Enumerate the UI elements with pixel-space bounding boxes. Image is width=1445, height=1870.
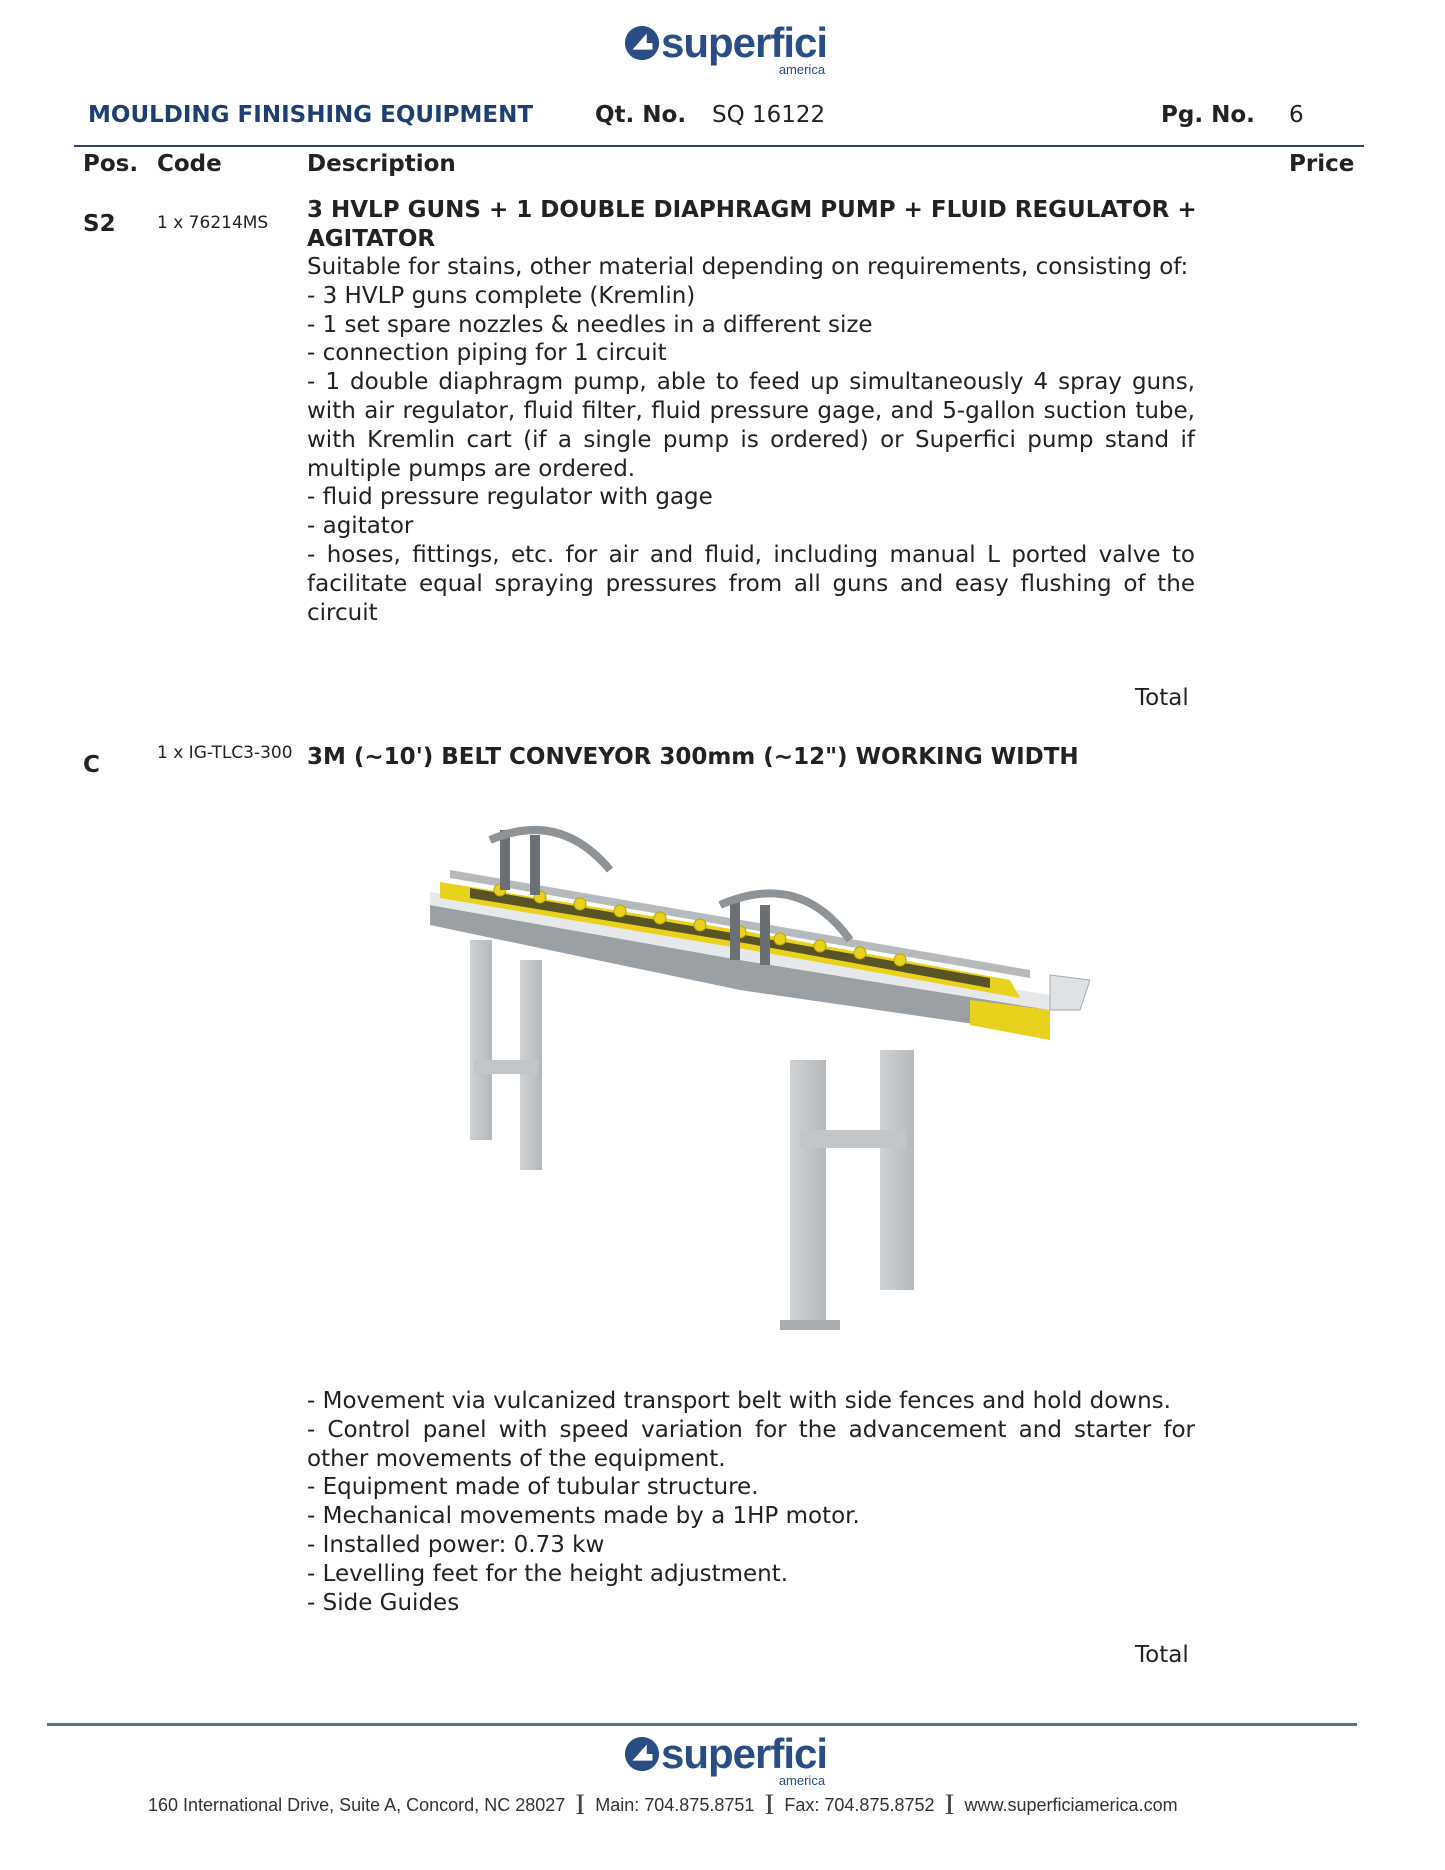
item-pos: S2 [83, 211, 116, 237]
desc-line: Suitable for stains, other material depending on requirements, consisting of: [307, 254, 1189, 280]
footer-separator: I [575, 1788, 586, 1821]
desc-line: - Equipment made of tubular structure. [307, 1474, 759, 1501]
logo-sub: america [778, 62, 826, 77]
item-description [307, 1387, 1195, 1617]
footer-logo [623, 1730, 828, 1788]
col-price: Price [1289, 151, 1355, 177]
logo-sub: america [778, 1773, 826, 1788]
footer-address: 160 International Drive, Suite A, Concord, NC 28027 [148, 1794, 566, 1815]
logo-word: superfici [661, 19, 828, 66]
belt-conveyor-image [410, 810, 1090, 1360]
doc-title: MOULDING FINISHING EQUIPMENT [88, 102, 534, 128]
desc-line: - Mechanical movements made by a 1HP motor. [307, 1503, 860, 1530]
header-rule [74, 145, 1364, 147]
desc-line: - hoses, fittings, etc. for air and fluid, including manual L ported valve to facilitate equal spraying pressures from all guns and easy flushing of the circuit [307, 541, 1195, 626]
item-pos: C [83, 752, 100, 778]
footer-separator: I [944, 1788, 955, 1821]
item-title: 3M (~10') BELT CONVEYOR 300mm (~12") WORKING WIDTH [307, 744, 1079, 770]
item-code: 1 x 76214MS [157, 213, 269, 233]
col-code: Code [157, 151, 222, 177]
footer-website[interactable]: www.superficiamerica.com [964, 1794, 1178, 1815]
item-description [307, 253, 1195, 627]
footer-fax: Fax: 704.875.8752 [784, 1794, 935, 1815]
item-code: 1 x IG-TLC3-300 [157, 743, 293, 763]
desc-line: - 1 set spare nozzles & needles in a different size [307, 311, 873, 338]
footer-main-phone: Main: 704.875.8751 [595, 1794, 755, 1815]
pg-no-value: 6 [1289, 102, 1304, 128]
desc-line: - fluid pressure regulator with gage [307, 484, 713, 511]
desc-line: - connection piping for 1 circuit [307, 340, 667, 367]
item-total: Total [1135, 685, 1189, 711]
desc-line: - agitator [307, 513, 414, 540]
item-total: Total [1135, 1642, 1189, 1668]
qt-no-label: Qt. No. [595, 102, 687, 128]
desc-line: - Control panel with speed variation for the advancement and starter for other movements of the equipment. [307, 1416, 1195, 1472]
desc-line: - 1 double diaphragm pump, able to feed up simultaneously 4 spray guns, with air regulator, fluid filter, fluid pressure gage, and 5-gallon suction tube, with Kremlin cart (if a single pump is ordered) or Superfici pump stand if multiple pumps are ordered. [307, 369, 1195, 482]
logo-word: superfici [661, 1730, 828, 1777]
pg-no-label: Pg. No. [1161, 102, 1255, 128]
col-pos: Pos. [83, 151, 139, 177]
qt-no-value: SQ 16122 [712, 102, 826, 128]
footer-separator: I [764, 1788, 775, 1821]
footer-rule [47, 1723, 1357, 1726]
logo-mark-icon [623, 24, 661, 62]
brand-logo [623, 19, 828, 77]
footer-contact [148, 1790, 1178, 1820]
item-title: 3 HVLP GUNS + 1 DOUBLE DIAPHRAGM PUMP + FLUID REGULATOR + AGITATOR [307, 197, 1197, 252]
desc-line: - 3 HVLP guns complete (Kremlin) [307, 282, 696, 309]
logo-mark-icon [623, 1735, 661, 1773]
desc-line: - Installed power: 0.73 kw [307, 1531, 605, 1558]
col-description: Description [307, 151, 456, 177]
desc-line: - Movement via vulcanized transport belt with side fences and hold downs. [307, 1388, 1171, 1414]
desc-line: - Levelling feet for the height adjustment. [307, 1560, 789, 1587]
desc-line: - Side Guides [307, 1589, 460, 1616]
